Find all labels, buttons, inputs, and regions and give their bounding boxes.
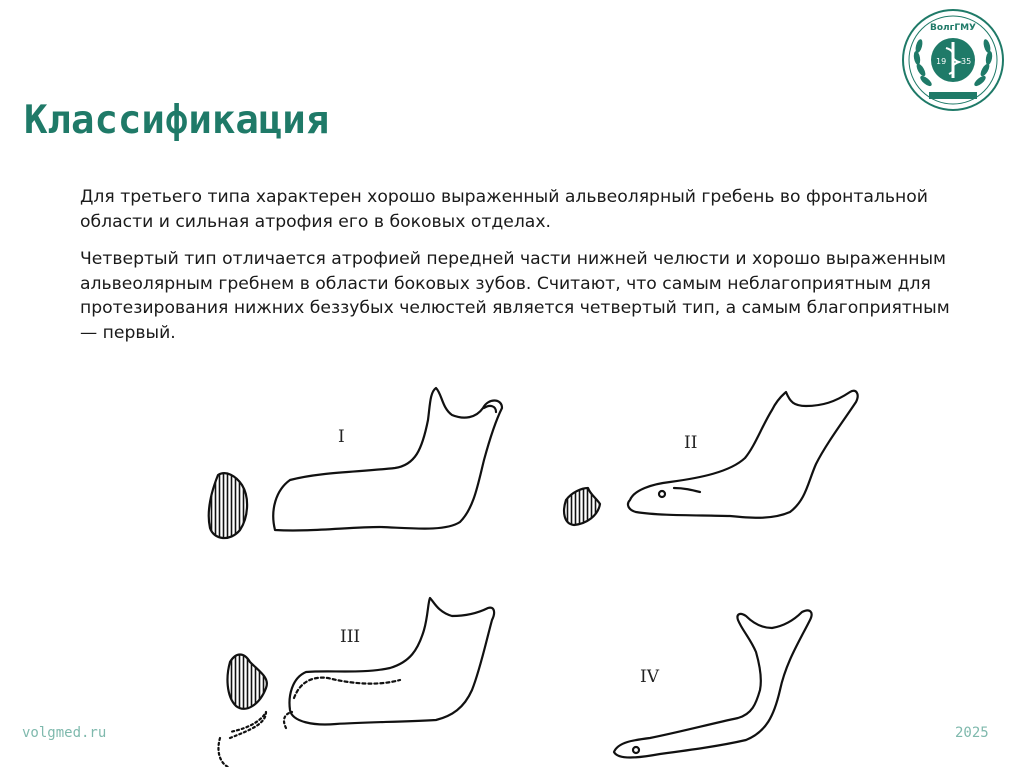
paragraph-type-three: Для третьего типа характерен хорошо выраженный альвеолярный гребень во фронтальной области и сильная атрофия его в боковых отделах. (80, 187, 928, 232)
label-type-3: III (340, 627, 361, 647)
cross-section-1 (209, 473, 247, 538)
slide-title: Классификация (24, 98, 330, 143)
mandible-outline-1 (273, 388, 502, 530)
label-type-2: II (684, 433, 698, 453)
cross-section-3 (228, 655, 267, 709)
footer-site: volgmed.ru (22, 725, 107, 741)
cross-section-2 (564, 488, 600, 525)
mandible-type-1 (209, 388, 502, 538)
logo-year-right: 35 (961, 57, 972, 66)
university-logo (899, 8, 1007, 112)
paragraph-type-four: Четвертый тип отличается атрофией передней части нижней челюсти и хорошо выраженным альвеолярным гребнем в области боковых зубов. Считают, что самым неблагоприятным для протезирования нижних беззубых челюстей является четвертый тип, а самым благоприятным — первый. (80, 249, 950, 343)
mandible-type-2 (564, 391, 858, 525)
label-type-1: I (338, 427, 345, 447)
logo-year-left: 19 (936, 57, 947, 66)
footer-year: 2025 (955, 725, 989, 741)
label-type-4: IV (640, 667, 659, 687)
logo-name: ВолгГМУ (930, 23, 976, 33)
mandible-types-illustration (190, 380, 890, 767)
body-text (80, 185, 960, 358)
mandible-type-3 (218, 598, 494, 767)
cross-section-3-dotted (218, 712, 266, 767)
mandible-outline-2 (628, 391, 858, 518)
mandible-outline-3 (290, 598, 495, 724)
